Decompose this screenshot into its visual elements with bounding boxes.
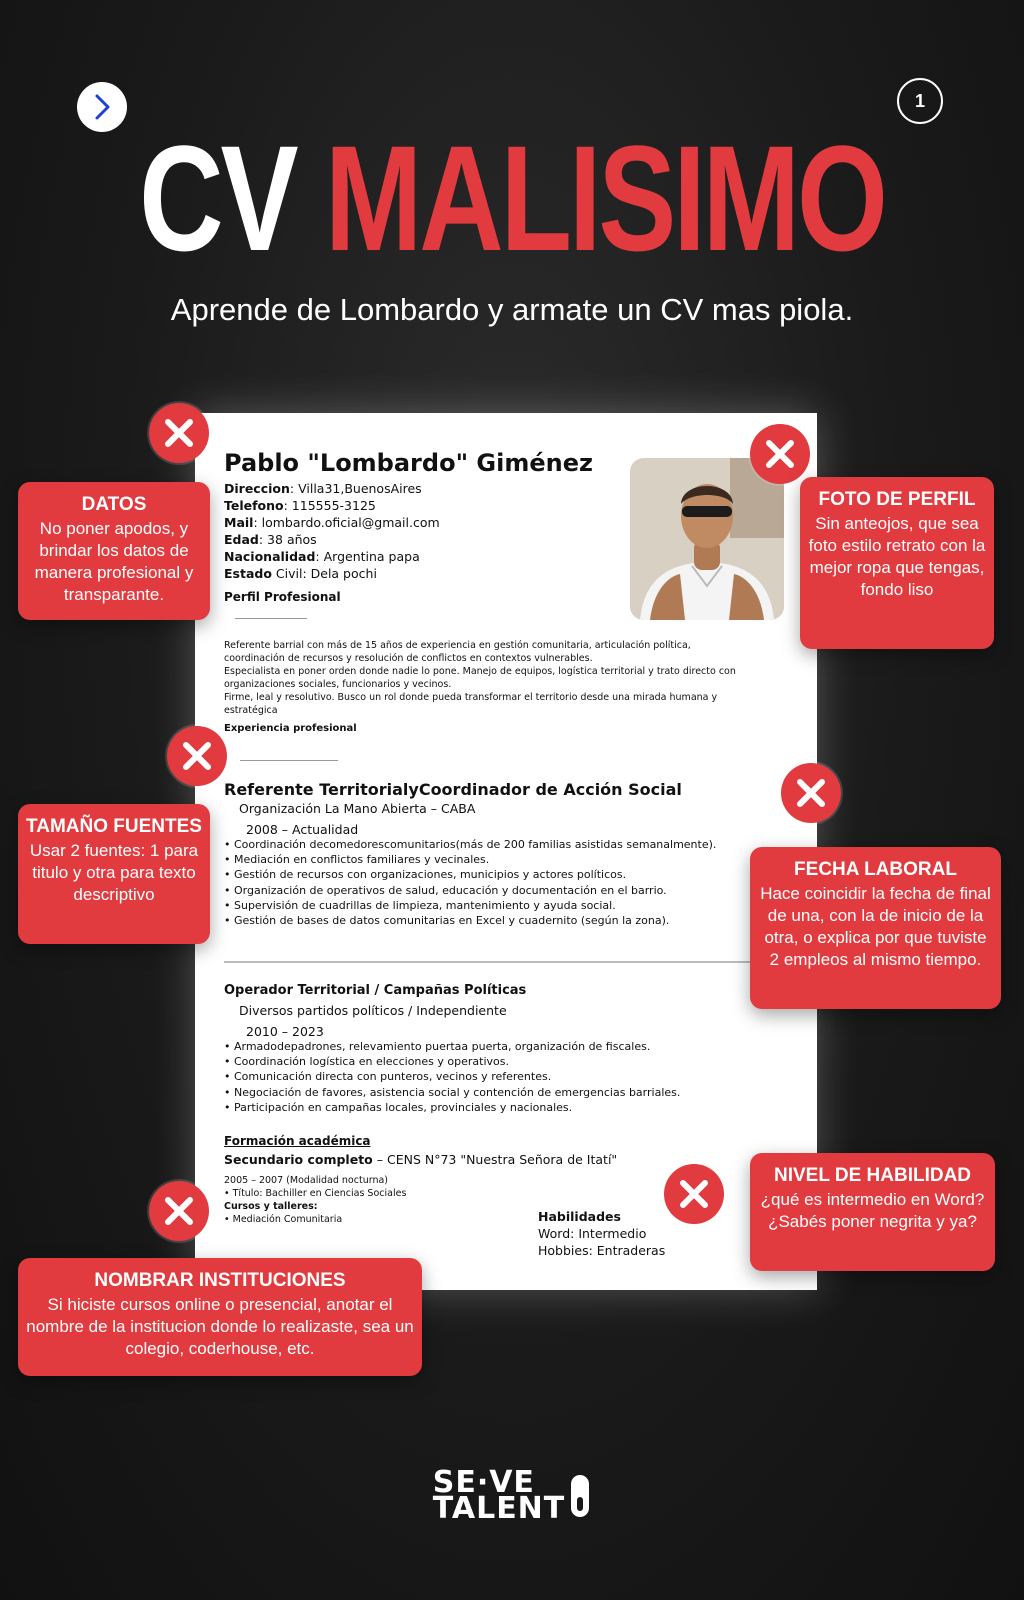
callout-body: Usar 2 fuentes: 1 para titulo y otra para texto descriptivo (29, 841, 199, 904)
callout-body: Sin anteojos, que sea foto estilo retrato con la mejor ropa que tengas, fondo liso (808, 514, 986, 599)
title-word-cv: CV (139, 114, 296, 282)
logo-line-1: SE·VE (432, 1465, 535, 1500)
cv-info-row: Telefono: 115555-3125 (224, 498, 376, 513)
x-icon (162, 416, 196, 450)
lightbulb-icon (569, 1471, 591, 1521)
cv-info-row: Edad: 38 años (224, 532, 317, 547)
cv-secundario: Secundario completo – CENS N°73 "Nuestra Señora de Itatí" (224, 1152, 618, 1167)
callout-body: Hace coincidir la fecha de final de una, con la de inicio de la otra, o explica por que tuviste 2 empleos al mismo tiempo. (760, 884, 991, 969)
cv-job2-org: Diversos partidos políticos / Independiente (239, 1003, 507, 1018)
cv-habilidades: Habilidades Word: Intermedio Hobbies: Entraderas (538, 1209, 666, 1258)
x-icon (763, 437, 797, 471)
divider (224, 961, 817, 963)
cv-name: Pablo "Lombardo" Giménez (224, 449, 593, 477)
callout-habilidad (750, 1153, 995, 1271)
cv-formacion-heading: Formación académica (224, 1134, 371, 1148)
x-mark-datos (149, 403, 209, 463)
x-icon (794, 776, 828, 810)
cv-job1-org: Organización La Mano Abierta – CABA (239, 801, 476, 816)
callout-instituciones (18, 1258, 422, 1376)
callout-title: DATOS (81, 494, 147, 515)
callout-title: FECHA LABORAL (794, 859, 957, 880)
callout-foto (800, 477, 994, 649)
callout-body: No poner apodos, y brindar los datos de manera profesional y transparante. (34, 519, 194, 604)
brand-logo (0, 1465, 1024, 1526)
callout-title: FOTO DE PERFIL (818, 489, 976, 510)
callout-title: TAMAÑO FUENTES (26, 816, 202, 837)
cv-experiencia-heading: Experiencia profesional (224, 723, 357, 734)
person-portrait-icon (630, 458, 784, 620)
chevron-right-icon (91, 93, 113, 121)
cv-job1-bullets: • Coordinación decomedorescomunitarios(más de 200 familias asistidas semanalmente). • Mediación en conflictos familiares y vecinales. • Gestión de recursos con organizaciones, municipios y actores políticos. • Organización de operativos de salud, educación y documentación en el barrio. • Supervisión de cuadrillas de limpieza, mantenimiento y ayuda social. • Gestión de bases de datos comunitarias en Excel y cuadernito (según la zona). (224, 838, 717, 928)
cv-info-row: Nacionalidad: Argentina papa (224, 549, 420, 564)
callout-body: ¿qué es intermedio en Word? ¿Sabés poner negrita y ya? (760, 1190, 985, 1231)
divider (240, 760, 338, 761)
callout-body: Si hiciste cursos online o presencial, anotar el nombre de la institucion donde lo realizaste, sea un colegio, coderhouse, etc. (26, 1295, 414, 1358)
cv-job1-title: Referente TerritorialyCoordinador de Acción Social (224, 780, 682, 799)
x-icon (180, 739, 214, 773)
callout-datos (18, 482, 210, 620)
cv-formacion-details: 2005 – 2007 (Modalidad nocturna) • Título: Bachiller en Ciencias Sociales Cursos y talleres: • Mediación Comunitaria (224, 1175, 407, 1225)
x-icon (677, 1177, 711, 1211)
x-mark-instituciones (149, 1181, 209, 1241)
logo-line-2: TALENT (432, 1491, 566, 1526)
page-subtitle: Aprende de Lombardo y armate un CV mas piola. (170, 292, 854, 327)
profile-photo (630, 458, 784, 620)
x-icon (162, 1194, 196, 1228)
callout-fecha (750, 847, 1001, 1009)
page-number-badge: 1 (897, 78, 943, 124)
title-word-malisimo: MALISIMO (324, 114, 885, 282)
cv-contact-info (224, 480, 440, 582)
divider (235, 618, 307, 619)
x-mark-foto (750, 424, 810, 484)
cv-job1-dates: 2008 – Actualidad (246, 822, 359, 837)
cv-perfil-heading: Perfil Profesional (224, 590, 341, 604)
page-title (113, 114, 912, 282)
callout-title: NIVEL DE HABILIDAD (773, 1165, 972, 1186)
cv-job2-dates: 2010 – 2023 (246, 1024, 324, 1039)
cv-perfil-text: Referente barrial con más de 15 años de experiencia en gestión comunitaria, articulación política, coordinación de recursos y resolución de conflictos en contextos vulnerables. Especialista en poner orden donde nadie lo pone. Manejo de equipos, logística territorial y trato directo con organizaciones sociales, funcionarios y vecinos. Firme, leal y resolutivo. Busco un rol donde pueda transformar el territorio desde una mirada humana y estratégica (224, 640, 736, 716)
cv-info-row: Direccion: Villa31,BuenosAires (224, 481, 422, 496)
callout-title: NOMBRAR INSTITUCIONES (94, 1270, 346, 1291)
cv-job2-title: Operador Territorial / Campañas Políticas (224, 983, 527, 998)
callout-fuentes (18, 804, 210, 944)
cv-job2-bullets: • Armadodepadrones, relevamiento puertaa puerta, organización de fiscales. • Coordinación logística en elecciones y operativos. • Comunicación directa con punteros, vecinos y referentes. • Negociación de favores, asistencia social y contención de emergencias barriales. • Participación en campañas locales, provinciales y nacionales. (224, 1040, 681, 1114)
x-mark-fuentes (167, 726, 227, 786)
x-mark-fecha (781, 763, 841, 823)
cv-info-row: Estado Civil: Dela pochi (224, 566, 377, 581)
cv-info-row: Mail: lombardo.oficial@gmail.com (224, 515, 440, 530)
x-mark-habilidad (664, 1164, 724, 1224)
